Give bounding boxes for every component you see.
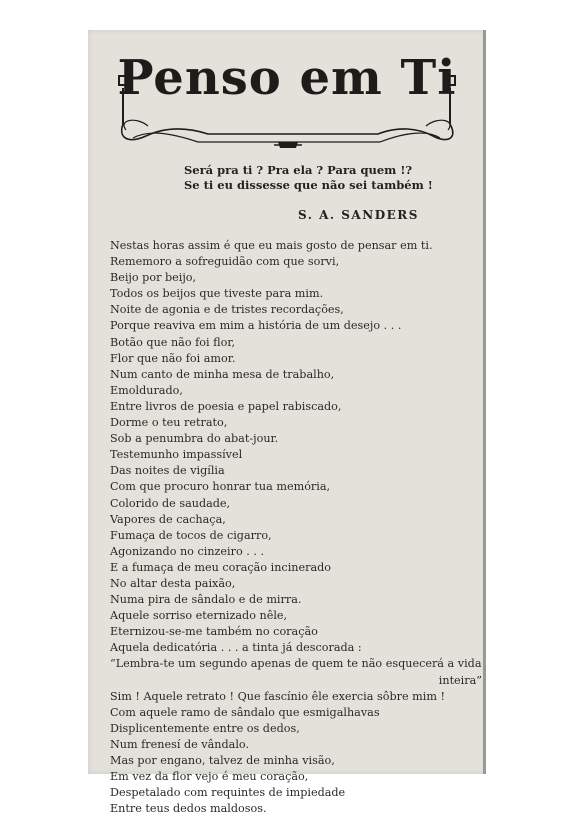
poem-line: No altar desta paixão, [110,576,236,590]
poem-line: Nestas horas assim é que eu mais gosto de pensar em ti. [110,239,433,252]
newspaper-clipping [88,30,486,816]
poem-line: Das noites de vigília [110,464,225,478]
poem-line: Emoldurado, [110,383,183,397]
epigraph-line: Se ti eu dissesse que não sei também ! [184,178,433,192]
poem-title: Penso em Ti [117,50,457,106]
poem-line: Beijo por beijo, [110,271,197,285]
poem-line: Sob a penumbra do abat-jour. [110,432,279,446]
poem-line: Testemunho impassível [110,448,243,462]
poem-line: Botão que não foi flor, [110,335,236,349]
poem-line: Aquela dedicatória . . . a tinta já descorada : [110,641,362,655]
poem-line: E a fumaça de meu coração incinerado [110,560,332,574]
poem-line: Entre teus dedos maldosos. [110,802,267,816]
poem-line: “Lembra-te um segundo apenas de quem te não esquecerá a vida [110,657,482,671]
poem-line: Com que procuro honrar tua memória, [110,480,331,494]
poem-line: Despetalado com requintes de impiedade [110,786,346,800]
poem-line: Mas por engano, talvez de minha visão, [110,754,335,767]
title-header [88,38,486,158]
poem-line: Com aquele ramo de sândalo que esmigalhavas [110,705,380,719]
poem-line: Fumaça de tocos de cigarro, [110,528,272,542]
poem-line: Dorme o teu retrato, [110,416,228,430]
poem-line: Vapores de cachaça, [110,512,226,526]
poem-line: Numa pira de sândalo e de mirra. [110,593,302,607]
poem-line: Porque reaviva em mim a história de um desejo . . . [110,319,402,333]
poem-line: Aquele sorriso eternizado nêle, [110,609,288,623]
epigraph [184,163,474,193]
poem-line: Agonizando no cinzeiro . . . [110,544,265,558]
poem-line: Entre livros de poesia e papel rabiscado, [110,399,342,413]
poem-line: Flor que não foi amor. [110,351,236,365]
poem-line: Todos os beijos que tiveste para mim. [110,287,324,301]
poem-line: inteira” [438,673,482,687]
poem-line: Noite de agonia e de tristes recordações, [110,303,344,317]
poem-line: Eternizou-se-me também no coração [110,625,318,639]
poem-line: Sim ! Aquele retrato ! Que fascínio êle exercia sôbre mim ! [110,689,445,703]
poem-line: Num frenesí de vândalo. [110,737,250,751]
poem-line: Rememoro a sofreguidão com que sorvi, [110,255,340,269]
poem-body [110,238,482,817]
author-name: S. A. SANDERS [298,208,419,222]
epigraph-line: Será pra ti ? Pra ela ? Para quem !? [184,163,413,177]
poem-line: Num canto de minha mesa de trabalho, [110,367,335,381]
poem-line: Displicentemente entre os dedos, [110,721,300,735]
poem-line: Colorido de saudade, [110,496,231,510]
poem-line: Em vez da flor vejo é meu coração, [110,770,309,784]
